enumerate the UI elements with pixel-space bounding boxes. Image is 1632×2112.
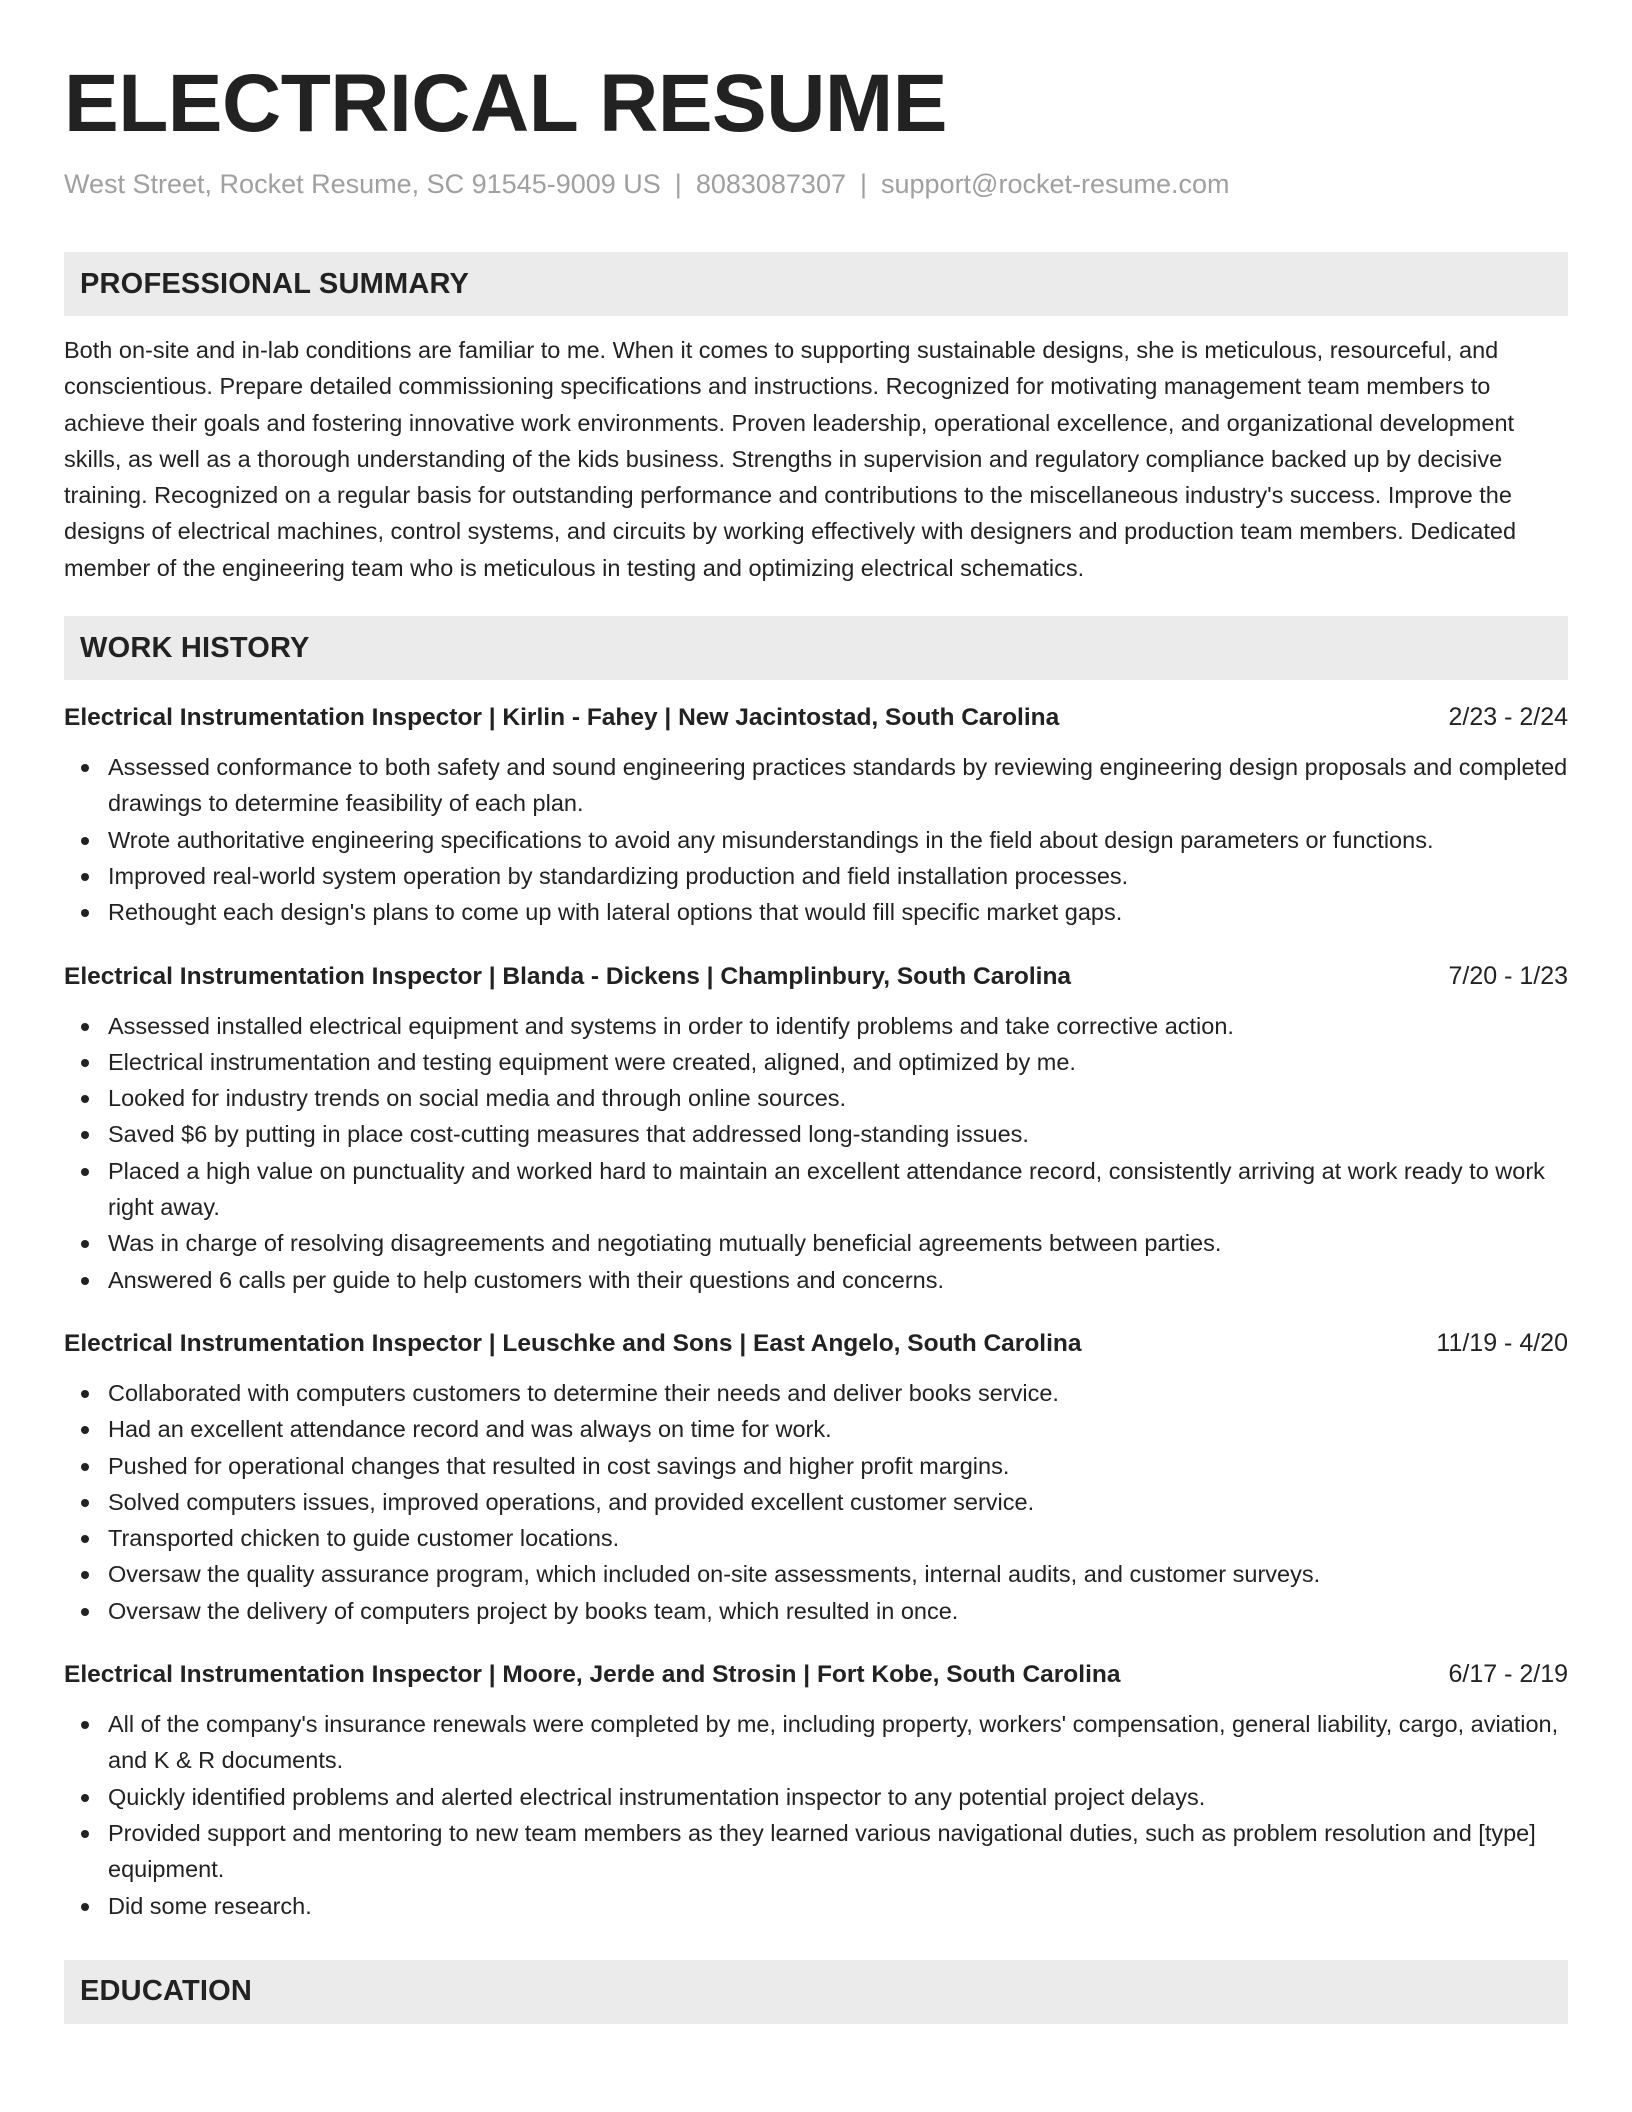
job-title: Electrical Instrumentation Inspector | Blanda - Dickens | Champlinbury, South Carolina <box>64 962 1072 990</box>
job-bullet: Improved real-world system operation by standardizing production and field installation processes. <box>64 858 1568 894</box>
job-bullet: All of the company's insurance renewals were completed by me, including property, workers' compensation, general liability, cargo, aviation, and K & R documents. <box>64 1706 1568 1779</box>
summary-text: Both on-site and in-lab conditions are familiar to me. When it comes to supporting sustainable designs, she is meticulous, resourceful, and conscientious. Prepare detailed commissioning specifications and instructions. Recognized for motivating management team members to achieve their goals and fostering innovative work environments. Proven leadership, operational excellence, and organizational development skills, as well as a thorough understanding of the kids business. Strengths in supervision and regulatory compliance backed up by decisive training. Recognized on a regular basis for outstanding performance and contributions to the miscellaneous industry's success. Improve the designs of electrical machines, control systems, and circuits by working effectively with designers and production team members. Dedicated member of the engineering team who is meticulous in testing and optimizing electrical schematics. <box>64 337 1517 581</box>
job-bullets <box>64 749 1568 930</box>
resume-title: ELECTRICAL RESUME <box>64 58 947 149</box>
contact-separator: | <box>674 169 682 199</box>
job-header <box>64 1326 1568 1361</box>
job-bullets <box>64 1008 1568 1298</box>
job-title: Electrical Instrumentation Inspector | Leuschke and Sons | East Angelo, South Carolina <box>64 1329 1082 1357</box>
job-entry <box>64 959 1568 1298</box>
job-header <box>64 1657 1568 1692</box>
job-bullet: Answered 6 calls per guide to help customers with their questions and concerns. <box>64 1262 1568 1298</box>
job-bullet: Collaborated with computers customers to determine their needs and deliver books service. <box>64 1375 1568 1411</box>
section-heading-summary: PROFESSIONAL SUMMARY <box>64 252 1568 316</box>
job-entry <box>64 1326 1568 1629</box>
contact-separator: | <box>859 169 867 199</box>
job-dates: 2/23 - 2/24 <box>1448 703 1568 732</box>
job-bullet: Wrote authoritative engineering specifications to avoid any misunderstandings in the field about design parameters or functions. <box>64 822 1568 858</box>
section-heading-work-history: WORK HISTORY <box>64 616 1568 680</box>
job-bullets <box>64 1375 1568 1629</box>
job-bullet: Oversaw the delivery of computers project by books team, which resulted in once. <box>64 1593 1568 1629</box>
job-bullet: Assessed installed electrical equipment and systems in order to identify problems and take corrective action. <box>64 1008 1568 1044</box>
job-header <box>64 700 1568 735</box>
contact-phone[interactable]: 8083087307 <box>695 169 846 199</box>
contact-email[interactable]: support@rocket-resume.com <box>881 169 1230 199</box>
job-bullet: Quickly identified problems and alerted electrical instrumentation inspector to any potential project delays. <box>64 1779 1568 1815</box>
job-bullet: Oversaw the quality assurance program, which included on-site assessments, internal audits, and customer surveys. <box>64 1556 1568 1592</box>
job-bullet: Saved $6 by putting in place cost-cutting measures that addressed long-standing issues. <box>64 1116 1568 1152</box>
job-bullet: Electrical instrumentation and testing equipment were created, aligned, and optimized by me. <box>64 1044 1568 1080</box>
job-header <box>64 959 1568 994</box>
job-entry <box>64 700 1568 930</box>
job-title: Electrical Instrumentation Inspector | Kirlin - Fahey | New Jacintostad, South Carolina <box>64 704 1060 732</box>
job-dates: 11/19 - 4/20 <box>1436 1328 1568 1357</box>
job-dates: 7/20 - 1/23 <box>1448 961 1568 990</box>
job-bullet: Solved computers issues, improved operations, and provided excellent customer service. <box>64 1484 1568 1520</box>
job-bullet: Was in charge of resolving disagreements and negotiating mutually beneficial agreements between parties. <box>64 1225 1568 1261</box>
job-entry <box>64 1657 1568 1924</box>
job-bullets <box>64 1706 1568 1924</box>
job-bullet: Transported chicken to guide customer locations. <box>64 1520 1568 1556</box>
job-bullet: Provided support and mentoring to new team members as they learned various navigational duties, such as problem resolution and [type] equipment. <box>64 1815 1568 1888</box>
section-heading-education: EDUCATION <box>64 1960 1568 2024</box>
job-bullet: Placed a high value on punctuality and worked hard to maintain an excellent attendance record, consistently arriving at work ready to work right away. <box>64 1153 1568 1226</box>
job-bullet: Did some research. <box>64 1888 1568 1924</box>
resume-page <box>64 54 1568 2024</box>
job-bullet: Pushed for operational changes that resulted in cost savings and higher profit margins. <box>64 1448 1568 1484</box>
contact-line <box>64 166 1568 202</box>
job-bullet: Looked for industry trends on social media and through online sources. <box>64 1080 1568 1116</box>
job-dates: 6/17 - 2/19 <box>1448 1660 1568 1689</box>
job-bullet: Rethought each design's plans to come up with lateral options that would fill specific market gaps. <box>64 894 1568 930</box>
job-bullet: Assessed conformance to both safety and sound engineering practices standards by reviewing engineering design proposals and completed drawings to determine feasibility of each plan. <box>64 749 1568 822</box>
contact-address: West Street, Rocket Resume, SC 91545-9009 US <box>64 169 661 199</box>
job-bullet: Had an excellent attendance record and was always on time for work. <box>64 1411 1568 1447</box>
job-title: Electrical Instrumentation Inspector | Moore, Jerde and Strosin | Fort Kobe, South Carolina <box>64 1661 1121 1689</box>
